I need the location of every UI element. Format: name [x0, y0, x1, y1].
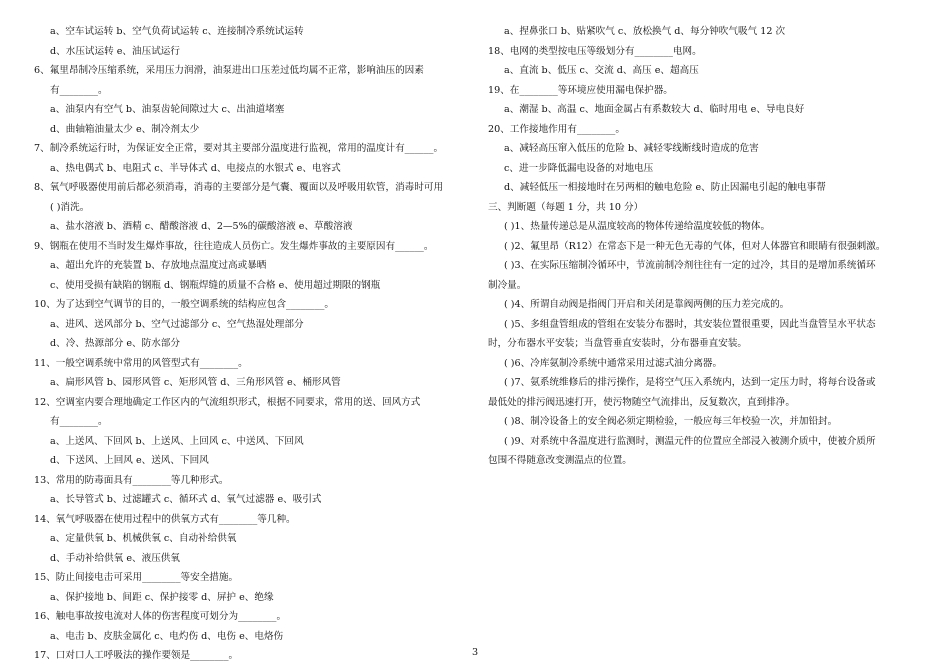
judgment-item: ( )1、热量传递总是从温度较高的物体传递给温度较低的物体。	[504, 221, 771, 232]
option-line: a、空车试运转 b、空气负荷试运转 c、连接制冷系统试运转	[50, 26, 304, 37]
option-line: a、长导管式 b、过滤罐式 c、循环式 d、氧气过滤器 e、吸引式	[50, 494, 322, 505]
judgment-item: ( )5、多组盘管组成的管组在安装分布器时，其安装位置很重要，因此当盘管呈水平状态	[504, 318, 876, 330]
question-line: 包围不得随意改变测温点的位置。	[488, 455, 632, 466]
question-line: 19、在________等环境应使用漏电保护器。	[488, 84, 673, 96]
question-line: 10、为了达到空气调节的目的，一般空调系统的结构应包含________。	[34, 299, 335, 310]
question-line: 最低处的排污阀迅速打开，使污物随空气流排出，反复数次，直到排净。	[488, 396, 795, 408]
question-line: 17、口对口人工呼吸法的操作要领是________。	[34, 650, 239, 661]
option-line: d、减轻低压一相接地时在另两相的触电危险 e、防止因漏电引起的触电事帮	[504, 182, 826, 193]
question-line: 13、常用的防毒面具有________等几种形式。	[34, 474, 229, 486]
question-line: 8、氧气呼吸器使用前后都必须消毒，消毒的主要部分是气囊、覆面以及呼吸用软管，消毒时可用	[34, 182, 444, 193]
option-line: a、捏鼻张口 b、贴紧吹气 c、放松换气 d、每分钟吹气吸气 12 次	[504, 26, 786, 37]
question-line: 7、制冷系统运行时，为保证安全正常，要对其主要部分温度进行监视，常用的温度计有______。	[34, 143, 444, 154]
judgment-item: ( )3、在实际压缩制冷循环中，节流前制冷剂往往有一定的过冷，其目的是增加系统循环	[504, 260, 876, 271]
judgment-item: ( )8、制冷设备上的安全阀必须定期检验，一般应每三年校验一次，并加铅封。	[504, 416, 838, 427]
option-line: c、进一步降低漏电设备的对地电压	[504, 162, 654, 174]
option-line: d、水压试运转 e、油压试运行	[50, 45, 180, 57]
question-line: 9、钢瓶在使用不当时发生爆炸事故，往往造成人员伤亡。发生爆炸事故的主要原因有______。	[34, 240, 434, 252]
option-line: d、下送风、上回风 e、送风、下回风	[50, 455, 209, 466]
option-line: a、减轻高压窜入低压的危险 b、减轻零线断线时造成的危害	[504, 143, 759, 154]
question-line: 20、工作接地作用有________。	[488, 123, 625, 135]
option-line: d、手动补给供氧 e、液压供氧	[50, 552, 180, 564]
question-line: 14、氧气呼吸器在使用过程中的供氧方式有________等几种。	[34, 513, 296, 525]
question-line: 11、一般空调系统中常用的风管型式有________。	[34, 357, 248, 369]
option-line: a、上送风、下回风 b、上送风、上回风 c、中送风、下回风	[50, 435, 304, 447]
judgment-item: ( )2、氟里昂（R12）在常态下是一种无色无毒的气体，但对人体器官和眼睛有很强刺激。	[504, 240, 886, 252]
question-line: 16、触电事故按电流对人体的伤害程度可划分为________。	[34, 611, 287, 622]
question-line: 12、空调室内要合理地确定工作区内的气流组织形式，根据不同要求，常用的送、回风方式	[34, 396, 421, 408]
left-column	[34, 22, 474, 666]
question-line: 15、防止间接电击可采用________等安全措施。	[34, 572, 239, 583]
judgment-item: ( )4、所谓自动阀是指阀门开启和关闭是靠阀两侧的压力差完成的。	[504, 299, 790, 310]
question-line: 6、氟里昂制冷压缩系统，采用压力润滑，油泵进出口压差过低均属不正常，影响油压的因素	[34, 65, 424, 76]
option-line: a、保护接地 b、间距 c、保护接零 d、屏护 e、绝缘	[50, 591, 274, 603]
option-line: a、超出允许的充装置 b、存放地点温度过高或暴晒	[50, 260, 267, 271]
option-line: a、进风、送风部分 b、空气过滤部分 c、空气热湿处理部分	[50, 318, 304, 330]
page-number: 3	[471, 647, 479, 658]
judgment-item: ( )7、氨系统维修后的排污操作，是将空气压入系统内，达到一定压力时，将每台设备或	[504, 377, 876, 388]
judgment-item: ( )9、对系统中各温度进行监测时，测温元件的位置应全部浸入被测介质中，使被介质所	[504, 435, 876, 447]
option-line: a、热电偶式 b、电阻式 c、半导体式 d、电接点的水银式 e、电容式	[50, 162, 341, 174]
option-line: a、定量供氧 b、机械供氧 c、自动补给供氧	[50, 533, 237, 544]
option-line: a、潮湿 b、高温 c、地面金属占有系数较大 d、临时用电 e、导电良好	[504, 104, 805, 115]
section-heading: 三、判断题（每题 1 分，共 10 分）	[488, 201, 644, 213]
option-line: a、盐水溶液 b、酒精 c、醋酸溶液 d、2—5%的碳酸溶液 e、草酸溶液	[50, 221, 353, 232]
question-line: 18、电网的类型按电压等级划分有________电网。	[488, 45, 702, 57]
judgment-item: ( )6、冷库氨制冷系统中通常采用过滤式油分离器。	[504, 357, 723, 369]
option-line: d、曲轴箱油量太少 e、制冷剂太少	[50, 123, 200, 135]
question-line: 制冷量。	[488, 279, 527, 291]
right-column	[488, 22, 933, 471]
question-line: 时，分布器水平安装；当盘管垂直安装时，分布器垂直安装。	[488, 338, 748, 349]
option-line: a、直流 b、低压 c、交流 d、高压 e、超高压	[504, 65, 699, 76]
option-line: a、油泵内有空气 b、油泵齿轮间隙过大 c、出油道堵塞	[50, 104, 285, 115]
continuation-line: ( )消洗。	[50, 201, 90, 213]
option-line: a、扁形风管 b、园形风管 c、矩形风管 d、三角形风管 e、桶形风管	[50, 377, 341, 388]
option-line: d、冷、热源部分 e、防水部分	[50, 338, 180, 349]
option-line: c、使用受损有缺陷的钢瓶 d、钢瓶焊缝的质量不合格 e、使用超过期限的钢瓶	[50, 279, 381, 291]
option-line: a、电击 b、皮肤金属化 c、电灼伤 d、电伤 e、电烙伤	[50, 630, 284, 642]
continuation-line: 有________。	[50, 84, 108, 96]
continuation-line: 有________。	[50, 416, 108, 427]
